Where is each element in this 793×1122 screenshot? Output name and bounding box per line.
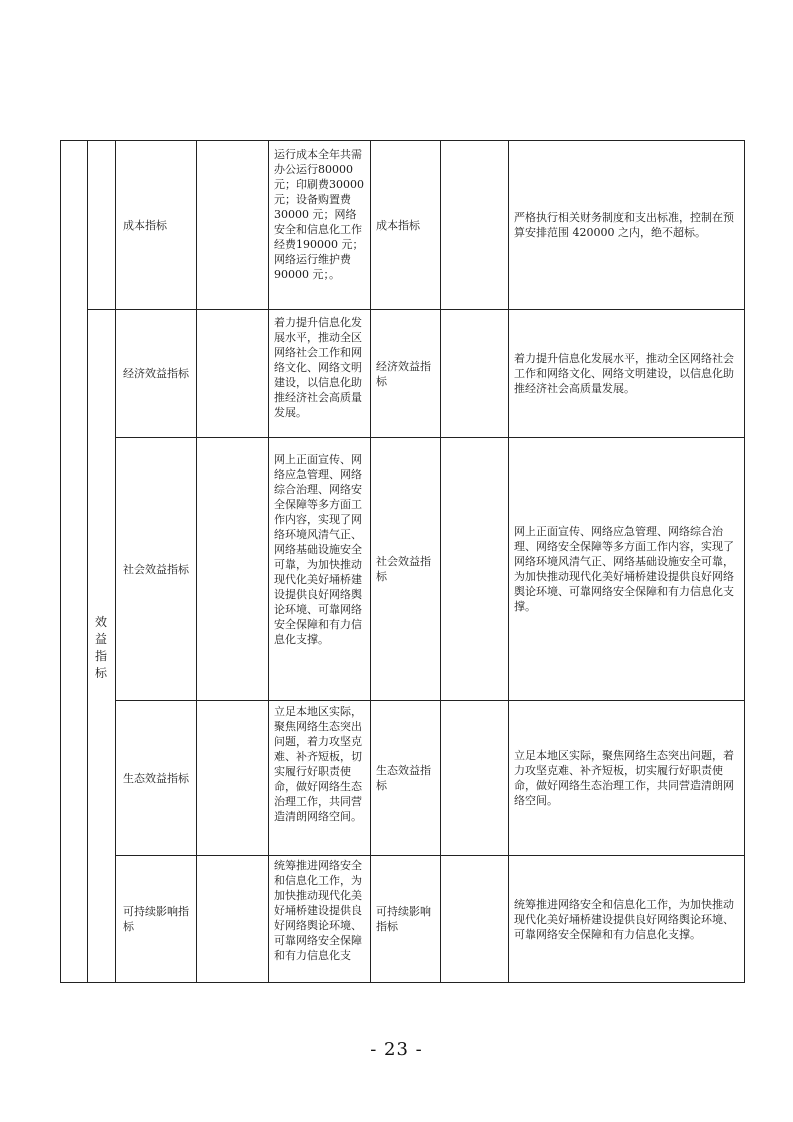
completion-economic: 着力提升信息化发展水平，推动全区网络社会工作和网络文化、网络文明建设，以信息化助推经济社会高质量发展。 bbox=[514, 352, 734, 395]
indicator-economic: 经济效益指标 bbox=[123, 367, 189, 380]
indicator-ecological: 生态效益指标 bbox=[123, 771, 189, 785]
page-number: - 23 - bbox=[370, 1039, 423, 1060]
target-ecological: 立足本地区实际，聚焦网络生态突出问题，着力攻坚克难、补齐短板，切实履行好职责使命，做好网络生态治理工作，共同营造清朗网络空间。 bbox=[274, 705, 362, 823]
completion-ecological: 立足本地区实际，聚焦网络生态突出问题，着力攻坚克难、补齐短板，切实履行好职责使命，做好网络生态治理工作，共同营造清朗网络空间。 bbox=[514, 749, 734, 807]
indicator2-cost: 成本指标 bbox=[376, 218, 420, 232]
target-sustainable: 统筹推进网络安全和信息化工作，为加快推动现代化美好埇桥建设提供良好网络舆论环境、可靠网络安全保障和有力信息化支 bbox=[274, 859, 362, 962]
completion-social: 网上正面宣传、网络应急管理、网络综合治理、网络安全保障等多方面工作内容，实现了网络环境风清气正、网络基础设施安全可靠，为加快推动现代化美好埇桥建设提供良好网络舆论环境、可靠网络安全保障和有力信息化支撑。 bbox=[514, 525, 734, 613]
completion-sustainable: 统筹推进网络安全和信息化工作，为加快推动现代化美好埇桥建设提供良好网络舆论环境、可靠网络安全保障和有力信息化支撑。 bbox=[514, 897, 734, 941]
indicator2-social: 社会效益指标 bbox=[376, 555, 431, 583]
indicator-social: 社会效益指标 bbox=[123, 562, 189, 576]
indicator2-ecological: 生态效益指标 bbox=[376, 764, 431, 792]
completion-cost: 严格执行相关财务制度和支出标准，控制在预算安排范围 420000 之内，绝不超标。 bbox=[514, 211, 734, 239]
indicator-cost: 成本指标 bbox=[123, 218, 167, 232]
indicator2-sustainable: 可持续影响指标 bbox=[376, 905, 431, 933]
category-benefit: 效益指标 bbox=[94, 615, 107, 680]
indicator2-economic: 经济效益指标 bbox=[376, 359, 431, 388]
indicator-sustainable: 可持续影响指标 bbox=[123, 905, 189, 933]
target-cost: 运行成本全年共需办公运行80000 元；印刷费30000 元；设备购置费 30000 元；网络安全和信息化工作经费190000 元；网络运行维护费90000 元；。 bbox=[274, 148, 364, 281]
target-social: 网上正面宣传、网络应急管理、网络综合治理、网络安全保障等多方面工作内容，实现了网络环境风清气正、网络基础设施安全可靠，为加快推动现代化美好埇桥建设提供良好网络舆论环境、可靠网络安全保障和有力信息化支撑。 bbox=[274, 453, 362, 646]
target-economic: 着力提升信息化发展水平，推动全区网络社会工作和网络文化、网络文明建设，以信息化助推经济社会高质量发展。 bbox=[274, 316, 362, 419]
